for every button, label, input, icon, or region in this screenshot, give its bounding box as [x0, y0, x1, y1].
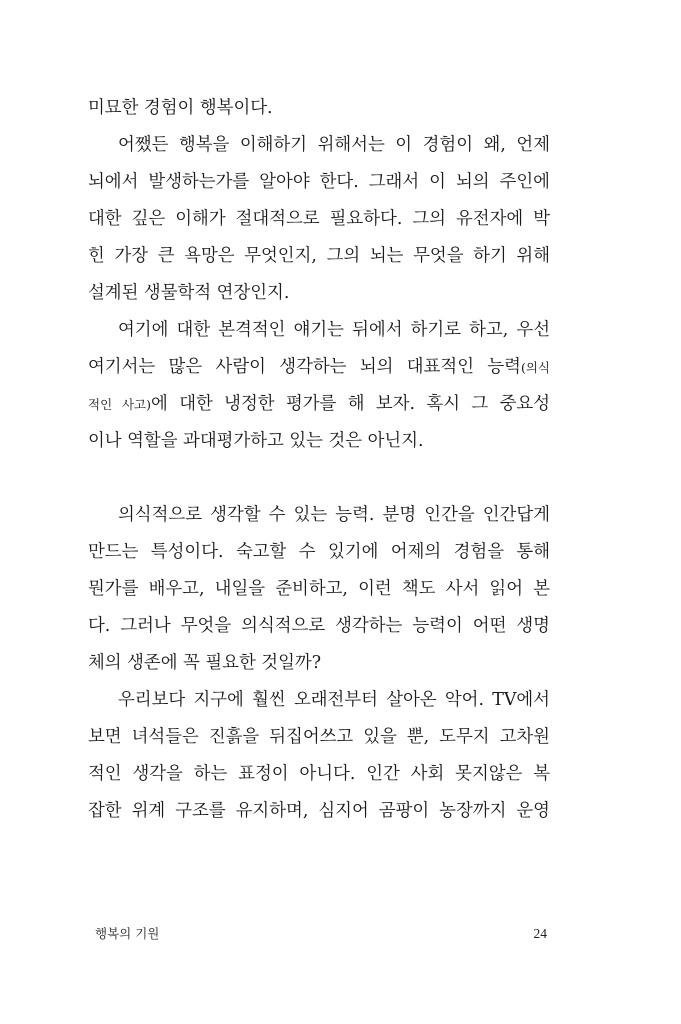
text-line: [88, 349, 550, 386]
running-title: 행복의 기원: [95, 926, 160, 941]
text-line: 의식적으로 생각할 수 있는 능력. 분명 인간을 인간답게: [118, 505, 550, 525]
text-line: [88, 386, 550, 423]
text-line: 힌 가장 큰 욕망은 무엇인지, 그의 뇌는 무엇을 하기 위해: [88, 246, 550, 266]
text-line: 어쨌든 행복을 이해하기 위해서는 이 경험이 왜, 언제: [118, 135, 550, 155]
text-line: 우리보다 지구에 훨씬 오래전부터 살아온 악어. TV에서: [118, 690, 550, 710]
text-line: 설계된 생물학적 연장인지.: [88, 283, 290, 303]
page-footer: [95, 924, 547, 944]
blank-line: [88, 460, 550, 497]
text-line: 대한 깊은 이해가 절대적으로 필요하다. 그의 유전자에 박: [88, 209, 550, 229]
text-line: 만드는 특성이다. 숙고할 수 있기에 어제의 경험을 통해: [88, 542, 550, 562]
parenthetical-text: (의식: [520, 360, 550, 375]
body-text: [88, 90, 550, 830]
text-run: 에 대한 냉정한 평가를 해 보자. 혹시 그 중요성: [151, 394, 550, 414]
text-line: 미묘한 경험이 행복이다.: [88, 98, 273, 118]
text-line: 이나 역할을 과대평가하고 있는 것은 아닌지.: [88, 431, 424, 451]
text-line: 여기에 대한 본격적인 얘기는 뒤에서 하기로 하고, 우선: [118, 320, 550, 340]
text-run: 여기서는 많은 사람이 생각하는 뇌의 대표적인 능력: [88, 357, 521, 377]
text-line: 보면 녀석들은 진흙을 뒤집어쓰고 있을 뿐, 도무지 고차원: [88, 727, 550, 747]
page-number: 24: [533, 926, 547, 941]
text-line: 다. 그러나 무엇을 의식적으로 생각하는 능력이 어떤 생명: [88, 616, 550, 636]
text-line: 뇌에서 발생하는가를 알아야 한다. 그래서 이 뇌의 주인에: [88, 172, 550, 192]
parenthetical-text: 적인 사고): [88, 397, 152, 412]
text-line: 잡한 위계 구조를 유지하며, 심지어 곰팡이 농장까지 운영: [88, 801, 550, 821]
text-line: 뭔가를 배우고, 내일을 준비하고, 이런 책도 사서 읽어 본: [88, 579, 550, 599]
text-line: 체의 생존에 꼭 필요한 것일까?: [88, 653, 322, 673]
text-line: 적인 생각을 하는 표정이 아니다. 인간 사회 못지않은 복: [88, 764, 550, 784]
